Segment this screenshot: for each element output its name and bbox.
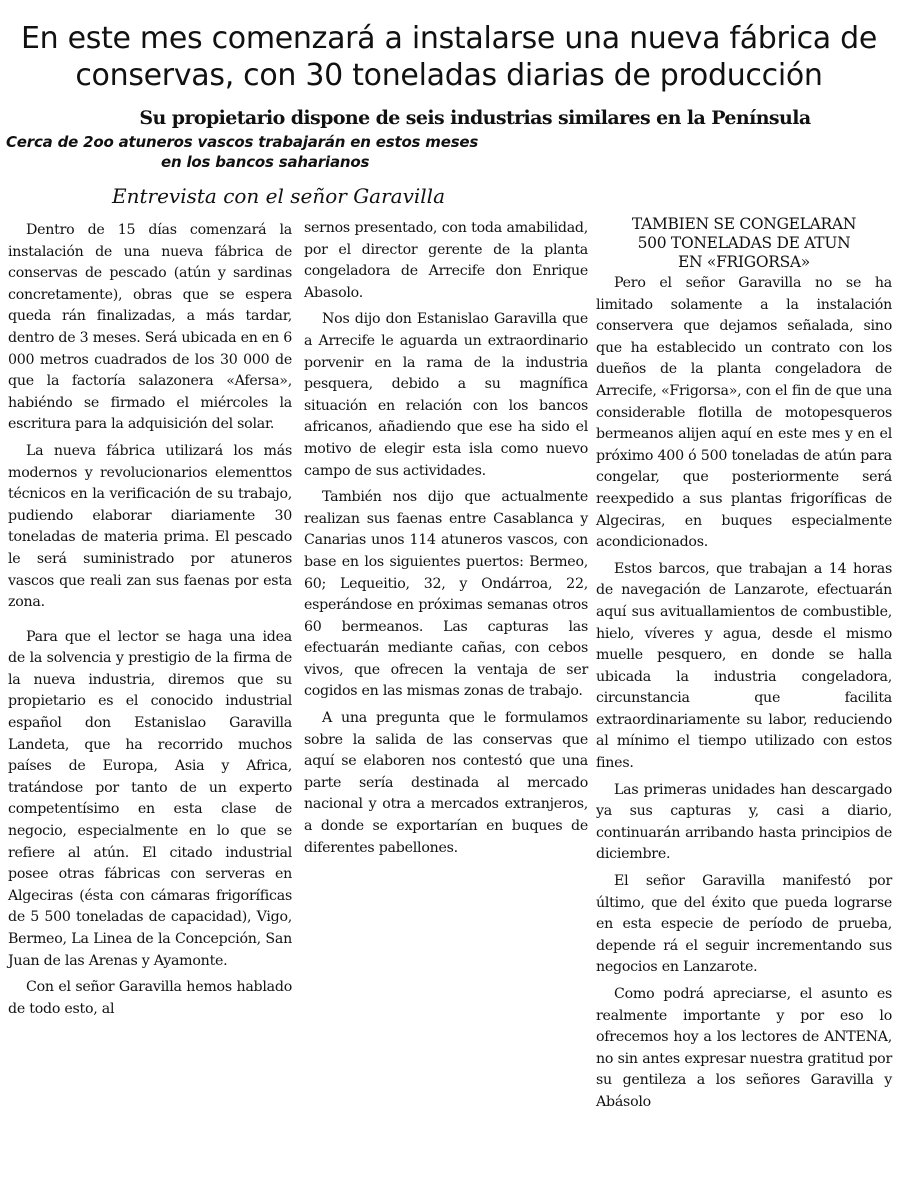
paragraph: Para que el lector se haga una idea de la solvencia y prestigio de la firma de la nueva industria, diremos que su propietario es el conocido industrial español don Estanislao Garavilla Landeta, que ha recorrido muchos países de Europa, Asia y Africa, tratándose por tanto de un experto competentísimo en esta clase de negocio, especialmente en lo que se refiere al atún. El citado industrial posee otras fábricas con serveras en Algeciras (ésta con cámaras frigoríficas de 5 500 toneladas de capacidad), Vigo, Bermeo, La Linea de la Concepción, San Juan de las Arenas y Ayamonte. — [8, 628, 292, 969]
paragraph: También nos dijo que actualmente realizan sus faenas entre Casablanca y Canarias unos 114 atuneros vascos, con base en los siguientes puertos: Bermeo, 60; Lequeitio, 32, y Ondárroa, 22, esperándose en próximas semanas otros 60 bermeanos. Las capturas las efectuarán mediante cañas, con cebos vivos, que ofrecen la ventaja de ser cogidos en las mismas zonas de trabajo. — [304, 489, 588, 700]
paragraph: Las primeras unidades han descargado ya sus capturas y, casi a diario, continuarán arribando hasta principios de diciembre. — [596, 781, 892, 863]
paragraph: La nueva fábrica utilizará los más modernos y revolucionarios elementtos técnicos en la verificación de su trabajo, pudiendo elaborar diariamente 30 toneladas de materia prima. El pescado le será suministrado por atuneros vascos que reali zan sus faenas por esta zona. — [8, 442, 292, 611]
paragraph: Con el señor Garavilla hemos hablado de todo esto, al — [8, 979, 292, 1017]
article-column-2 — [304, 218, 588, 864]
deck — [6, 132, 606, 172]
deck-line-2: en los bancos saharianos — [161, 153, 370, 171]
paragraph: El señor Garavilla manifestó por último, que del éxito que pueda lograrse en esta especie de período de prueba, depende rá el seguir incrementando sus negocios en Lanzarote. — [596, 873, 892, 976]
subheadline: Su propietario dispone de seis industrias similares en la Península — [139, 106, 811, 129]
section-heading-line-1: TAMBIEN SE CONGELARAN — [631, 215, 857, 233]
paragraph: Como podrá apreciarse, el asunto es realmente importante y por eso lo ofrecemos hoy a los lectores de ANTENA, no sin antes expresar nuestra gratitud por su gentileza a los señores Garavilla y Abásolo — [596, 986, 892, 1110]
article-column-3 — [596, 215, 892, 1119]
section-heading-line-3: EN «FRIGORSA» — [678, 253, 810, 271]
section-heading-line-2: 500 TONELADAS DE ATUN — [637, 234, 851, 252]
paragraph: Pero el señor Garavilla no se ha limitado solamente a la instalación conservera que dejamos señalada, sino que ha establecido un contrato con los dueños de la planta congeladora de Arrecife, «Frigorsa», con el fin de que una considerable flotilla de motopesqueros bermeanos alijen aquí en este mes y en el próximo 400 ó 500 toneladas de atún para congelar, que posteriormente será reexpedido a sus plantas frigoríficas de Algeciras, en buques especialmente acondicionados. — [596, 275, 892, 551]
paragraph: sernos presentado, con toda amabilidad, por el director gerente de la planta congeladora de Arrecife don Enrique Abasolo. — [304, 220, 588, 301]
section-heading — [596, 215, 892, 272]
deck-line-1: Cerca de 2oo atuneros vascos trabajarán en estos meses — [6, 133, 479, 151]
paragraph: Estos barcos, que trabajan a 14 horas de navegación de Lanzarote, efectuarán aquí sus avituallamientos de combustible, hielo, víveres y agua, desde el mismo muelle pesquero, en donde se halla ubicada la industria congeladora, circunstancia que facilita extraordinariamente su labor, reduciendo al mínimo el tiempo utilizado con estos fines. — [596, 560, 892, 772]
paragraph: Nos dijo don Estanislao Garavilla que a Arrecife le aguarda un extraordinario porvenir en la rama de la industria pesquera, debido a su magnífica situación en relación con los bancos africanos, añadiendo que ese ha sido el motivo de elegir esta isla como nuevo campo de sus actividades. — [304, 311, 588, 479]
article-column-1 — [8, 220, 292, 1025]
byline: Entrevista con el señor Garavilla — [112, 184, 445, 208]
paragraph: A una pregunta que le formulamos sobre la salida de las conservas que aquí se elaboren nos contestó que una parte sería destinada al mercado nacional y otra a mercados extranjeros, a donde se exportarían en buques de diferentes pabellones. — [304, 710, 588, 856]
paragraph: Dentro de 15 días comenzará la instalación de una nueva fábrica de conservas de pescado (atún y sardinas concretamente), obras que se espera queda rán finalizadas, a más tardar, dentro de 3 meses. Será ubicada en en 6 000 metros cuadrados de los 30 000 de que la factoría salazonera «Afersa», habiéndo se firmado el miércoles la escritura para la adquisición del solar. — [8, 222, 292, 433]
headline: En este mes comenzará a instalarse una nueva fábrica de conservas, con 30 toneladas diarias de producción — [20, 21, 878, 94]
